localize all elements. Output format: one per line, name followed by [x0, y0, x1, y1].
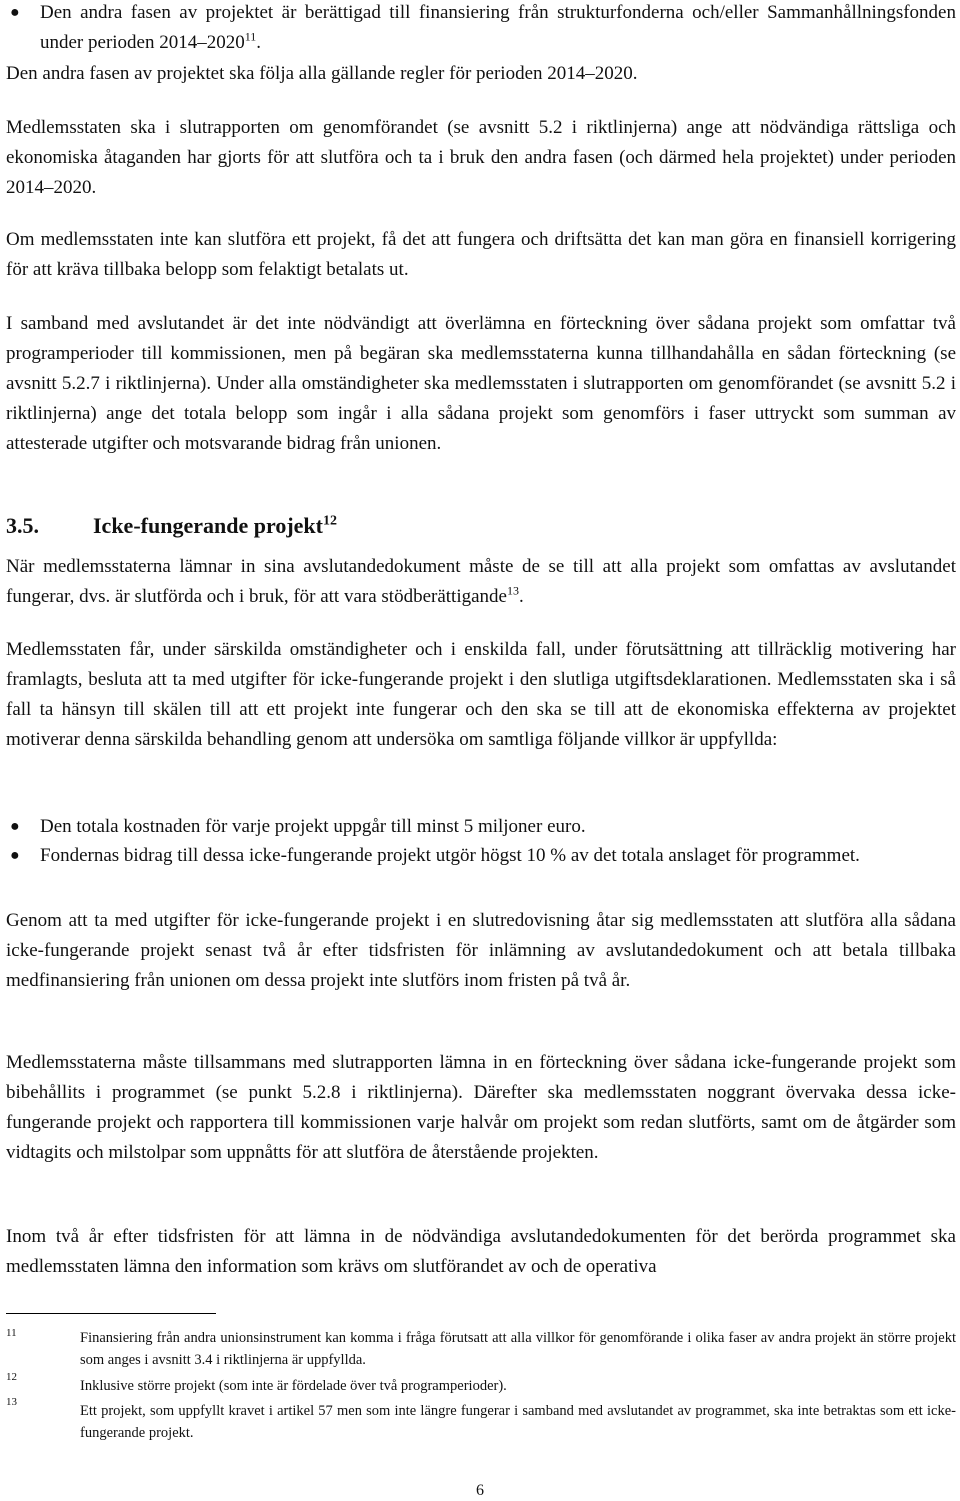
- footnote-number: 12: [6, 1371, 17, 1383]
- footnote-ref: 13: [506, 583, 519, 598]
- footnote-text: Inklusive större projekt (som inte är fördelade över två programperioder).: [80, 1378, 507, 1394]
- paragraph: [6, 635, 956, 755]
- paragraph: [6, 1048, 956, 1168]
- paragraph-text: Medlemsstaten ska i slutrapporten om genomförandet (se avsnitt 5.2 i riktlinjerna) ange att nödvändiga rättsliga och ekonomiska åtaganden har gjorts för att slutföra och ta i bruk den andra fasen (och därmed hela projektet) under perioden 2014–2020.: [6, 117, 956, 198]
- footnote: [6, 1396, 956, 1444]
- paragraph-text: Medlemsstaten får, under särskilda omständigheter och i enskilda fall, under förutsättning att tillräcklig motivering har framlagts, besluta att ta med utgifter för icke-fungerande projekt i den slutliga utgiftsdeklarationen. Medlemsstaten ska i så fall ta hänsyn till skälen till att ett projekt inte fungerar och den ska se till att de ekonomiska effekterna av projektet motiverar denna särskilda behandling genom att undersöka om samtliga följande villkor är uppfyllda:: [6, 639, 956, 750]
- footnote-text: Ett projekt, som uppfyllt kravet i artikel 57 men som inte längre fungerar i samband med avslutandet av programmet, ska inte betraktas som ett icke-fungerande projekt.: [80, 1403, 956, 1441]
- bullet-dot-icon: ●: [10, 818, 20, 835]
- footnote-text: Finansiering från andra unionsinstrument kan komma i fråga förutsatt att alla villkor för genomförande i olika faser av andra projekt än större projekt som anges i avsnitt 3.4 i riktlinjerna är uppfyllda.: [80, 1330, 956, 1368]
- paragraph-text: Genom att ta med utgifter för icke-fungerande projekt i en slutredovisning åtar sig medlemsstaten att slutföra alla sådana icke-fungerande projekt senast två år efter tidsfristen för inlämning av avslutandedokument och att betala tillbaka medfinansiering från unionen om dessa projekt inte slutförs inom fristen på två år.: [6, 910, 956, 991]
- bullet-text: Den andra fasen av projektet är berättigad till finansiering från strukturfonderna och/eller Sammanhållningsfonden under perioden 2014–2020$^{11}$.: [40, 2, 956, 53]
- bullet-item: [6, 0, 956, 58]
- section-heading: [6, 510, 337, 542]
- bullet-text: Fondernas bidrag till dessa icke-fungerande projekt utgör högst 10 % av det totala anslaget för programmet.: [40, 845, 860, 866]
- bullet-text: Den totala kostnaden för varje projekt uppgår till minst 5 miljoner euro.: [40, 816, 586, 837]
- footnote: [6, 1327, 956, 1371]
- paragraph: [6, 906, 956, 996]
- section-title: Icke-fungerande projekt: [93, 513, 323, 538]
- bullet-item: [6, 812, 956, 842]
- footnote-number: 11: [6, 1327, 17, 1339]
- paragraph: [6, 59, 956, 89]
- footnote-number: 13: [6, 1396, 17, 1408]
- paragraph-text: Medlemsstaterna måste tillsammans med slutrapporten lämna in en förteckning över sådana icke-fungerande projekt som bibehållits i programmet (se punkt 5.2.8 i riktlinjerna). Därefter ska medlemsstaten noggrant övervaka dessa icke-fungerande projekt och rapportera till kommissionen varje halvår om projekt som redan slutförts, samt om de åtgärder som vidtagits och milstolpar som uppnåtts för att slutföra de återstående projekten.: [6, 1052, 956, 1163]
- footnote-ref: 12: [322, 513, 337, 529]
- paragraph: [6, 113, 956, 203]
- section-number: 3.5.: [6, 513, 39, 538]
- paragraph: [6, 309, 956, 459]
- paragraph-text: När medlemsstaterna lämnar in sina avslutandedokument måste de se till att alla projekt som omfattas av avslutandet fungerar, dvs. är slutförda och i bruk, för att vara stödberättigande$^{13}$.: [6, 556, 956, 607]
- page-number: 6: [476, 1482, 484, 1499]
- footnote: [6, 1371, 956, 1397]
- paragraph: [6, 1222, 956, 1282]
- bullet-dot-icon: ●: [10, 4, 20, 21]
- paragraph-text: Inom två år efter tidsfristen för att lämna in de nödvändiga avslutandedokumenten för det berörda programmet ska medlemsstaten lämna den information som krävs om slutförandet av och de operativa: [6, 1226, 956, 1277]
- footnote-ref: 11: [244, 29, 257, 44]
- paragraph-text: Om medlemsstaten inte kan slutföra ett projekt, få det att fungera och driftsätta det kan man göra en finansiell korrigering för att kräva tillbaka belopp som felaktigt betalats ut.: [6, 229, 956, 280]
- paragraph-text: I samband med avslutandet är det inte nödvändigt att överlämna en förteckning över sådana projekt som omfattar två programperioder till kommissionen, men på begäran ska medlemsstaterna kunna tillhandahålla en sådan förteckning (se avsnitt 5.2.7 i riktlinjerna). Under alla omständigheter ska medlemsstaten i slutrapporten om genomförandet (se avsnitt 5.2 i riktlinjerna) ange det totala belopp som ingår i alla sådana projekt som genomförs i faser uttryckt som summan av attesterade utgifter och motsvarande bidrag från unionen.: [6, 313, 956, 454]
- paragraph: [6, 225, 956, 285]
- bullet-item: [6, 841, 956, 871]
- paragraph: [6, 552, 956, 612]
- footnote-separator: [6, 1313, 216, 1314]
- paragraph-text: Den andra fasen av projektet ska följa alla gällande regler för perioden 2014–2020.: [6, 63, 638, 84]
- bullet-dot-icon: ●: [10, 847, 20, 864]
